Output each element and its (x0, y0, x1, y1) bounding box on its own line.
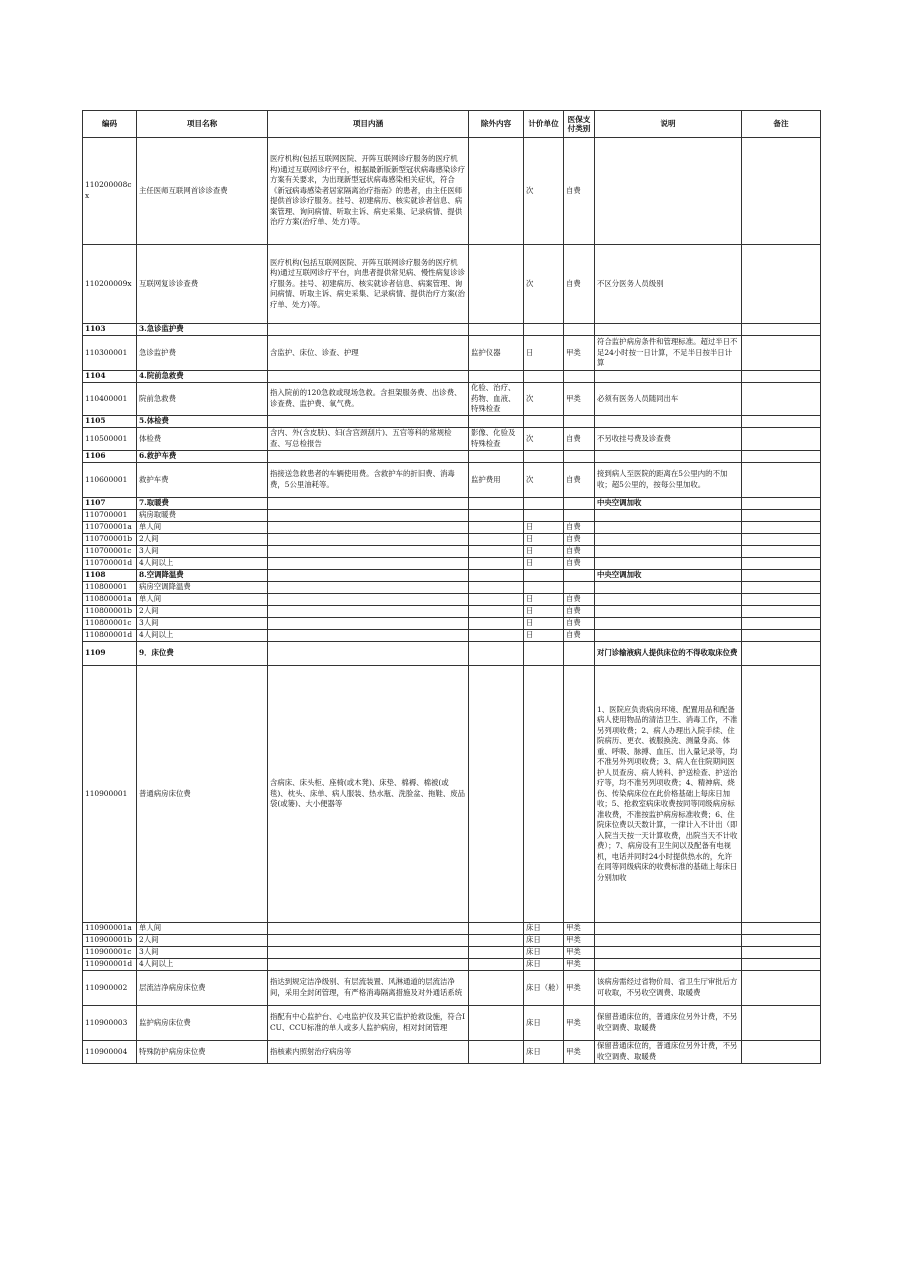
cell-unit (524, 416, 564, 428)
cell-content (268, 510, 469, 522)
cell-unit: 床日 (524, 935, 564, 947)
cell-excluded (469, 935, 524, 947)
cell-excluded (469, 510, 524, 522)
cell-note (595, 451, 742, 463)
cell-note (595, 594, 742, 606)
cell-insurance: 自费 (564, 138, 595, 245)
cell-unit: 日 (524, 546, 564, 558)
cell-content: 含内、外(含皮肤)、妇(含宫颈刮片)、五官等科的常规检查、写总检报告 (268, 428, 469, 451)
cell-code: 110900002 (83, 971, 137, 1006)
cell-insurance: 甲类 (564, 383, 595, 416)
cell-remark (742, 959, 821, 971)
cell-insurance: 自费 (564, 428, 595, 451)
cell-code: 1106 (83, 451, 137, 463)
table-row (83, 498, 821, 510)
cell-name: 4人间以上 (137, 630, 268, 642)
cell-unit: 次 (524, 463, 564, 498)
table-row (83, 630, 821, 642)
header-excluded: 除外内容 (469, 111, 524, 138)
cell-content: 指接送急救患者的车辆使用费。含救护车的折旧费、消毒费，5公里油耗等。 (268, 463, 469, 498)
header-name: 项目名称 (137, 111, 268, 138)
cell-content (268, 416, 469, 428)
cell-insurance (564, 371, 595, 383)
cell-code: 110600001 (83, 463, 137, 498)
cell-code: 110800001c (83, 618, 137, 630)
cell-insurance (564, 451, 595, 463)
cell-code: 110700001d (83, 558, 137, 570)
cell-unit: 床日 (524, 1041, 564, 1064)
cell-note: 符合监护病房条件和管理标准。超过半日不足24小时按一日计算，不足半日按半日计算 (595, 336, 742, 371)
header-content: 项目内涵 (268, 111, 469, 138)
cell-code: 110800001a (83, 594, 137, 606)
cell-note: 保留普通床位的，普通床位另外计费，不另收空调费、取暖费 (595, 1006, 742, 1041)
cell-name: 2人间 (137, 606, 268, 618)
cell-code: 110900001a (83, 923, 137, 935)
cell-excluded (469, 324, 524, 336)
cell-insurance: 甲类 (564, 1006, 595, 1041)
cell-name: 层流洁净病房床位费 (137, 971, 268, 1006)
cell-content (268, 371, 469, 383)
cell-content: 含监护、床位、诊查、护理 (268, 336, 469, 371)
cell-name: 特殊防护病房床位费 (137, 1041, 268, 1064)
cell-note (595, 522, 742, 534)
cell-remark (742, 245, 821, 324)
cell-code: 110400001 (83, 383, 137, 416)
cell-code: 1103 (83, 324, 137, 336)
cell-insurance (564, 498, 595, 510)
table-row (83, 383, 821, 416)
cell-name: 监护病房床位费 (137, 1006, 268, 1041)
cell-content (268, 582, 469, 594)
table-row (83, 582, 821, 594)
cell-excluded: 影像、化验及特殊检查 (469, 428, 524, 451)
cell-insurance (564, 324, 595, 336)
cell-code: 1107 (83, 498, 137, 510)
cell-code: 110800001 (83, 582, 137, 594)
cell-remark (742, 971, 821, 1006)
cell-note (595, 558, 742, 570)
table-row (83, 451, 821, 463)
cell-content (268, 451, 469, 463)
cell-name: 9．床位费 (137, 642, 268, 666)
cell-name: 4人间以上 (137, 959, 268, 971)
cell-unit: 次 (524, 245, 564, 324)
cell-excluded (469, 947, 524, 959)
header-insurance: 医保支付类别 (564, 111, 595, 138)
cell-code: 110900004 (83, 1041, 137, 1064)
cell-name: 主任医师互联网首诊诊查费 (137, 138, 268, 245)
cell-name: 救护车费 (137, 463, 268, 498)
cell-name: 单人间 (137, 522, 268, 534)
cell-name: 单人间 (137, 923, 268, 935)
cell-excluded (469, 558, 524, 570)
cell-insurance: 自费 (564, 245, 595, 324)
cell-excluded (469, 522, 524, 534)
cell-unit: 日 (524, 558, 564, 570)
cell-remark (742, 570, 821, 582)
cell-content (268, 558, 469, 570)
cell-remark (742, 324, 821, 336)
cell-excluded (469, 582, 524, 594)
cell-unit: 床日（舱） (524, 971, 564, 1006)
cell-insurance (564, 582, 595, 594)
cell-code: 110700001 (83, 510, 137, 522)
cell-name: 3人间 (137, 618, 268, 630)
cell-remark (742, 582, 821, 594)
cell-content (268, 923, 469, 935)
cell-code: 110700001a (83, 522, 137, 534)
cell-name: 3人间 (137, 947, 268, 959)
table-row (83, 138, 821, 245)
table-row (83, 594, 821, 606)
cell-excluded (469, 1006, 524, 1041)
cell-excluded (469, 630, 524, 642)
table-row (83, 336, 821, 371)
cell-remark (742, 935, 821, 947)
cell-remark (742, 336, 821, 371)
table-row (83, 935, 821, 947)
cell-unit: 日 (524, 522, 564, 534)
cell-excluded (469, 666, 524, 923)
cell-excluded (469, 138, 524, 245)
cell-code: 110700001b (83, 534, 137, 546)
table-row (83, 642, 821, 666)
cell-excluded (469, 498, 524, 510)
cell-insurance: 自费 (564, 522, 595, 534)
cell-insurance: 自费 (564, 463, 595, 498)
table-row (83, 245, 821, 324)
cell-unit (524, 582, 564, 594)
cell-name: 3人间 (137, 546, 268, 558)
table-row (83, 558, 821, 570)
cell-remark (742, 371, 821, 383)
cell-remark (742, 606, 821, 618)
cell-insurance: 甲类 (564, 336, 595, 371)
cell-unit: 日 (524, 618, 564, 630)
cell-insurance (564, 570, 595, 582)
cell-excluded (469, 451, 524, 463)
cell-remark (742, 451, 821, 463)
cell-note (595, 416, 742, 428)
cell-content (268, 522, 469, 534)
cell-code: 110900003 (83, 1006, 137, 1041)
cell-insurance: 自费 (564, 546, 595, 558)
cell-note: 不另收挂号费及诊查费 (595, 428, 742, 451)
cell-excluded (469, 971, 524, 1006)
cell-excluded (469, 416, 524, 428)
table-header-row (83, 111, 821, 138)
cell-code: 1108 (83, 570, 137, 582)
cell-unit: 日 (524, 630, 564, 642)
cell-content: 指核素内照射治疗病房等 (268, 1041, 469, 1064)
cell-excluded (469, 546, 524, 558)
table-row (83, 463, 821, 498)
cell-name: 院前急救费 (137, 383, 268, 416)
cell-unit: 床日 (524, 923, 564, 935)
cell-code: 110800001d (83, 630, 137, 642)
cell-remark (742, 642, 821, 666)
cell-remark (742, 428, 821, 451)
cell-name: 2人间 (137, 534, 268, 546)
cell-content: 指配有中心监护台、心电监护仪及其它监护抢救设施，符合ICU、CCU标准的单人或多人监护病房，相对封闭管理 (268, 1006, 469, 1041)
table-row (83, 666, 821, 923)
cell-remark (742, 947, 821, 959)
cell-unit (524, 642, 564, 666)
cell-content: 指入院前的120急救或现场急救。含担架服务费、出诊费、诊查费、监护费、氧气费。 (268, 383, 469, 416)
table-row (83, 959, 821, 971)
cell-excluded: 化验、治疗、药物、血液、特殊检查 (469, 383, 524, 416)
cell-note (595, 923, 742, 935)
cell-note: 接到病人至医院的距离在5公里内的不加收；超5公里的，按每公里加收。 (595, 463, 742, 498)
cell-unit: 次 (524, 383, 564, 416)
cell-content (268, 498, 469, 510)
cell-name: 体检费 (137, 428, 268, 451)
cell-remark (742, 558, 821, 570)
cell-unit: 次 (524, 428, 564, 451)
cell-excluded (469, 618, 524, 630)
cell-code: 110200008cx (83, 138, 137, 245)
cell-content (268, 618, 469, 630)
cell-insurance: 甲类 (564, 1041, 595, 1064)
cell-remark (742, 416, 821, 428)
cell-name: 单人间 (137, 594, 268, 606)
cell-note: 保留普通床位的，普通床位另外计费，不另收空调费、取暖费 (595, 1041, 742, 1064)
cell-note: 1、医院应负责病房环境、配置用品和配备病人使用物品的清洁卫生、消毒工作，不准另列项收费；2、病人办理出入院手续、住院病历、更衣、被服换洗、测量身高、体重、呼吸、脉搏、血压、出入量记录等，均不准另外列项收费；3、病人在住院期间医护人员查房、病人转科、护送检查、护送治疗等，均不准另列项收费；4、精神病、烧伤、传染病床位在此价格基础上每床日加收；5、抢救室病床收费按同等同级病房标准收费，不准按监护病房标准收费；6、住院床位费以天数计算，一律计入不计出（即入院当天按一天计算收费，出院当天不计收费）；7、病房设有卫生间以及配备有电视机，电话并同时24小时提供热水的，允许在同等同级病床的收费标准的基础上每床日分别加收 (595, 666, 742, 923)
table-row (83, 618, 821, 630)
cell-note (595, 630, 742, 642)
cell-code: 1104 (83, 371, 137, 383)
cell-excluded (469, 642, 524, 666)
cell-content (268, 959, 469, 971)
cell-unit: 日 (524, 534, 564, 546)
fee-schedule-table (82, 110, 821, 1064)
cell-unit (524, 510, 564, 522)
cell-content (268, 324, 469, 336)
cell-remark (742, 138, 821, 245)
cell-name: 4人间以上 (137, 558, 268, 570)
table-row (83, 1006, 821, 1041)
cell-unit: 日 (524, 606, 564, 618)
cell-insurance: 自费 (564, 558, 595, 570)
cell-content (268, 630, 469, 642)
cell-note (595, 534, 742, 546)
cell-content (268, 570, 469, 582)
cell-remark (742, 618, 821, 630)
cell-name: 4.院前急救费 (137, 371, 268, 383)
cell-insurance: 自费 (564, 630, 595, 642)
cell-unit (524, 451, 564, 463)
cell-excluded (469, 570, 524, 582)
cell-name: 3.急诊监护费 (137, 324, 268, 336)
cell-unit: 床日 (524, 947, 564, 959)
table-row (83, 546, 821, 558)
cell-name: 普通病房床位费 (137, 666, 268, 923)
cell-excluded (469, 534, 524, 546)
cell-insurance (564, 416, 595, 428)
cell-insurance: 甲类 (564, 971, 595, 1006)
cell-content: 医疗机构(包括互联网医院、开阵互联网诊疗服务的医疗机构)通过互联网诊疗平台，向患者提供常见病、慢性病复诊诊疗服务。挂号、初建病历、核实就诊者信息、病案管理、询问病情、听取主诉、病史采集、记录病情、提供治疗方案(治疗单、处方)等。 (268, 245, 469, 324)
cell-unit (524, 324, 564, 336)
cell-remark (742, 923, 821, 935)
cell-content (268, 606, 469, 618)
cell-insurance: 甲类 (564, 935, 595, 947)
cell-unit (524, 371, 564, 383)
cell-note (595, 138, 742, 245)
cell-unit (524, 570, 564, 582)
cell-code: 110800001b (83, 606, 137, 618)
cell-remark (742, 463, 821, 498)
cell-name: 病房取暖费 (137, 510, 268, 522)
cell-remark (742, 666, 821, 923)
cell-content (268, 935, 469, 947)
cell-content (268, 642, 469, 666)
cell-insurance (564, 666, 595, 923)
cell-code: 110500001 (83, 428, 137, 451)
cell-code: 1105 (83, 416, 137, 428)
cell-excluded (469, 959, 524, 971)
cell-unit (524, 666, 564, 923)
cell-remark (742, 522, 821, 534)
table-row (83, 606, 821, 618)
cell-code: 110700001c (83, 546, 137, 558)
cell-note (595, 947, 742, 959)
cell-note (595, 606, 742, 618)
table-row (83, 971, 821, 1006)
cell-content: 含病床、床头柜、座椅(或木凳)、床垫、棉褥、棉被(或毯)、枕头、床单、病人服装、热水瓶、洗脸盆、拖鞋、废品袋(或篓)、大小便器等 (268, 666, 469, 923)
cell-remark (742, 498, 821, 510)
cell-unit (524, 498, 564, 510)
cell-note: 该病房需经过省物价局、省卫生厅审批后方可收取，不另收空调费、取暖费 (595, 971, 742, 1006)
cell-code: 110900001b (83, 935, 137, 947)
cell-remark (742, 594, 821, 606)
cell-insurance (564, 510, 595, 522)
cell-name: 7.取暖费 (137, 498, 268, 510)
cell-note: 中央空调加收 (595, 498, 742, 510)
cell-remark (742, 1006, 821, 1041)
cell-note (595, 546, 742, 558)
cell-unit: 床日 (524, 959, 564, 971)
cell-note (595, 618, 742, 630)
cell-name: 2人间 (137, 935, 268, 947)
cell-remark (742, 534, 821, 546)
table-row (83, 522, 821, 534)
cell-insurance: 自费 (564, 534, 595, 546)
cell-remark (742, 630, 821, 642)
cell-content: 医疗机构(包括互联网医院、开阵互联网诊疗服务的医疗机构)通过互联网诊疗平台，根据最新版新型冠状病毒感染诊疗方案有关要求，为出现新型冠状病毒感染相关症状，符合《新冠病毒感染者居家隔离治疗指南》的患者，由主任医师提供首诊诊疗服务。挂号、初建病历、核实就诊者信息、病案管理、询问病情、听取主诉、病史采集、记录病情、提供治疗方案(治疗单、处方)等。 (268, 138, 469, 245)
cell-code: 110300001 (83, 336, 137, 371)
cell-remark (742, 546, 821, 558)
table-row (83, 371, 821, 383)
cell-remark (742, 1041, 821, 1064)
cell-name: 8.空调降温费 (137, 570, 268, 582)
table-row (83, 1041, 821, 1064)
table-row (83, 570, 821, 582)
cell-excluded: 监护仪器 (469, 336, 524, 371)
cell-unit: 次 (524, 138, 564, 245)
cell-note: 对门诊输液病人提供床位的不得收取床位费 (595, 642, 742, 666)
cell-insurance (564, 642, 595, 666)
cell-unit: 日 (524, 594, 564, 606)
cell-name: 急诊监护费 (137, 336, 268, 371)
cell-excluded: 监护费用 (469, 463, 524, 498)
table-row (83, 510, 821, 522)
cell-note: 不区分医务人员级别 (595, 245, 742, 324)
cell-name: 互联网复诊诊查费 (137, 245, 268, 324)
table-row (83, 416, 821, 428)
cell-note: 必须有医务人员随同出车 (595, 383, 742, 416)
cell-code: 1109 (83, 642, 137, 666)
cell-content (268, 534, 469, 546)
cell-note (595, 935, 742, 947)
header-code: 编码 (83, 111, 137, 138)
cell-code: 110900001c (83, 947, 137, 959)
cell-excluded (469, 1041, 524, 1064)
header-note: 说明 (595, 111, 742, 138)
cell-unit: 床日 (524, 1006, 564, 1041)
cell-insurance: 甲类 (564, 959, 595, 971)
cell-remark (742, 510, 821, 522)
table-row (83, 324, 821, 336)
cell-excluded (469, 594, 524, 606)
cell-name: 5.体检费 (137, 416, 268, 428)
cell-code: 110900001d (83, 959, 137, 971)
cell-note (595, 510, 742, 522)
cell-name: 病房空调降温费 (137, 582, 268, 594)
cell-unit: 日 (524, 336, 564, 371)
cell-content (268, 947, 469, 959)
table-row (83, 947, 821, 959)
cell-insurance: 自费 (564, 618, 595, 630)
cell-excluded (469, 371, 524, 383)
table-row (83, 923, 821, 935)
cell-note (595, 959, 742, 971)
cell-note (595, 371, 742, 383)
cell-content: 指达到规定洁净级别、有层流装置、风淋通道的层流洁净间，采用全封闭管理，有严格消毒隔离措施及对外通话系统 (268, 971, 469, 1006)
cell-name: 6.救护车费 (137, 451, 268, 463)
cell-content (268, 546, 469, 558)
cell-excluded (469, 245, 524, 324)
cell-insurance: 甲类 (564, 923, 595, 935)
cell-insurance: 自费 (564, 594, 595, 606)
cell-insurance: 自费 (564, 606, 595, 618)
cell-note: 中央空调加收 (595, 570, 742, 582)
cell-code: 110900001 (83, 666, 137, 923)
header-remark: 备注 (742, 111, 821, 138)
cell-note (595, 582, 742, 594)
cell-note (595, 324, 742, 336)
cell-content (268, 594, 469, 606)
cell-insurance: 甲类 (564, 947, 595, 959)
table-row (83, 534, 821, 546)
cell-excluded (469, 923, 524, 935)
cell-remark (742, 383, 821, 416)
table-row (83, 428, 821, 451)
cell-excluded (469, 606, 524, 618)
header-unit: 计价单位 (524, 111, 564, 138)
cell-code: 110200009x (83, 245, 137, 324)
